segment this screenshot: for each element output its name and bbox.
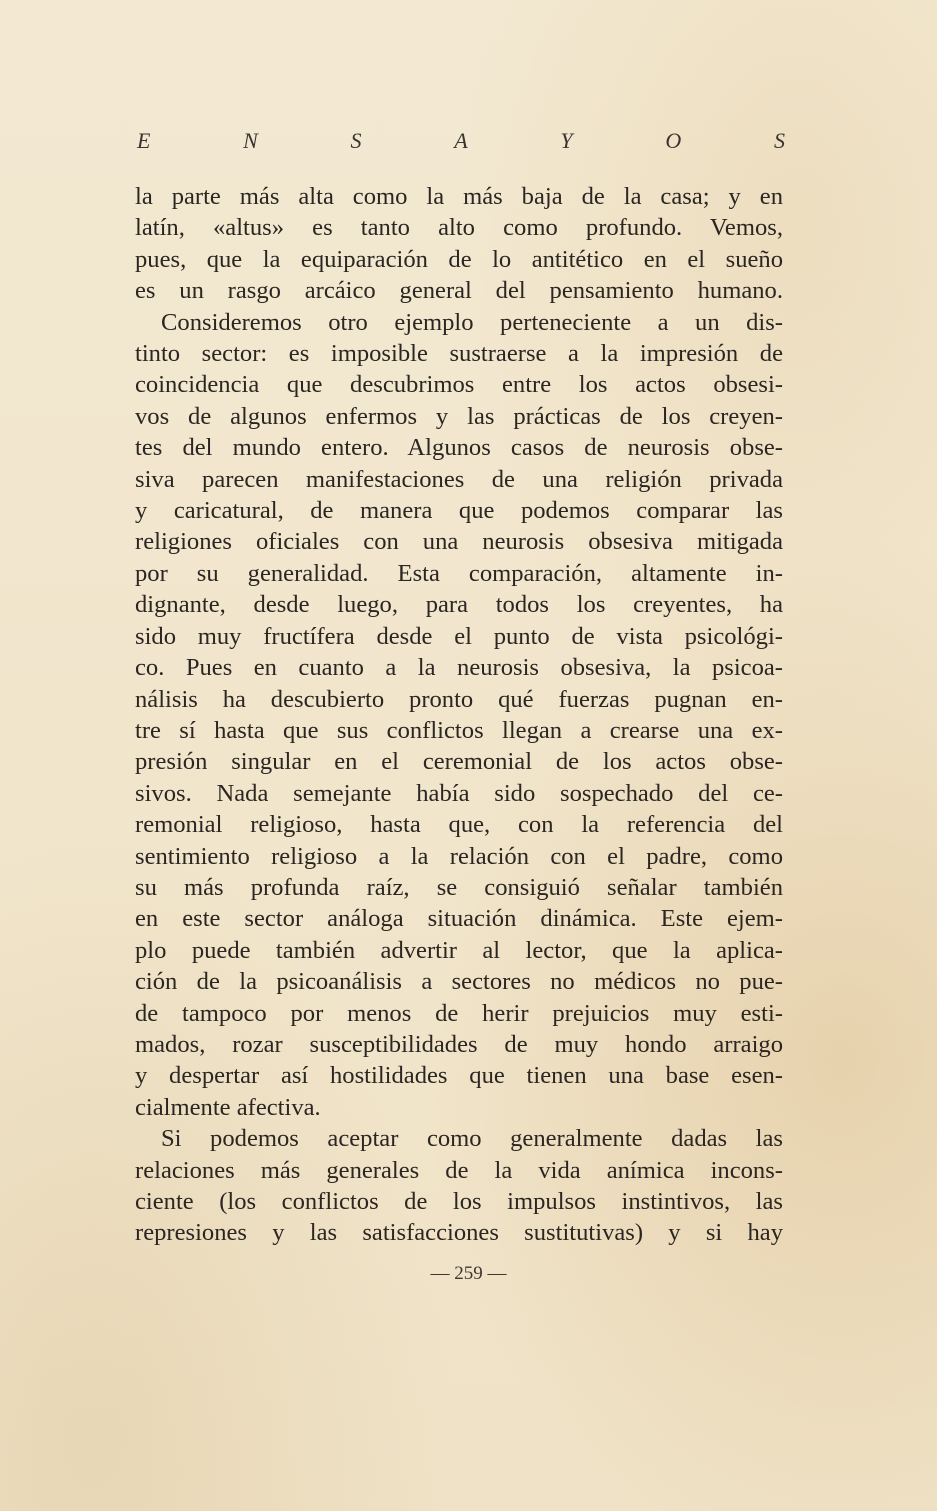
text-line: presión singular en el ceremonial de los actos obse- [135,748,783,776]
header-letter: S [773,128,785,153]
text-line: mados, rozar susceptibilidades de muy hondo arraigo [135,1030,783,1058]
text-line: latín, «altus» es tanto alto como profundo. Vemos, [135,214,783,242]
text-line: la parte más alta como la más baja de la casa; y en [135,183,783,210]
text-line: sido muy fructífera desde el punto de vista psicológi- [135,622,783,650]
text-line: cialmente afectiva. [135,1093,321,1121]
text-line: relaciones más generales de la vida anímica incons- [135,1156,783,1184]
text-line: ciente (los conflictos de los impulsos instintivos, las [135,1188,783,1215]
text-line: dignante, desde luego, para todos los creyentes, ha [135,591,783,619]
text-line: Si podemos aceptar como generalmente dadas las [161,1125,783,1153]
text-line: tinto sector: es imposible sustraerse a la impresión de [135,340,783,368]
text-line: de tampoco por menos de herir prejuicios muy esti- [135,999,783,1027]
paragraph-2 [135,307,783,1124]
text-line: religiones oficiales con una neurosis obsesiva mitigada [135,528,783,556]
text-line: ción de la psicoanálisis a sectores no médicos no pue- [135,968,783,996]
text-line: coincidencia que descubrimos entre los actos obsesi- [135,371,783,399]
text-line: en este sector análoga situación dinámica. Este ejem- [135,905,783,933]
text-line: remonial religioso, hasta que, con la referencia del [135,811,783,839]
text-line: Consideremos otro ejemplo perteneciente a un dis- [161,308,783,336]
text-line: tes del mundo entero. Algunos casos de neurosis obse- [135,434,783,462]
text-line: y despertar así hostilidades que tienen una base esen- [135,1062,783,1090]
text-line: plo puede también advertir al lector, que la aplica- [135,936,783,964]
header-letter: O [665,128,682,153]
text-line: tre sí hasta que sus conflictos llegan a crearse una ex- [135,716,783,744]
text-line: co. Pues en cuanto a la neurosis obsesiva, la psicoa- [135,654,783,682]
body-text [135,181,783,1249]
page-number: — 259 — [430,1263,507,1284]
running-header [137,128,785,154]
paragraph-3 [135,1123,783,1249]
text-line: nálisis ha descubierto pronto qué fuerzas pugnan en- [135,685,783,713]
header-letter: N [243,128,258,153]
text-line: sentimiento religioso a la relación con el padre, como [135,842,783,870]
text-line: pues, que la equiparación de lo antitético en el sueño [135,245,783,273]
text-line: es un rasgo arcáico general del pensamiento humano. [135,277,783,305]
text-line: por su generalidad. Esta comparación, altamente in- [135,559,783,587]
header-letter: S [350,128,362,153]
text-line: vos de algunos enfermos y las prácticas de los creyen- [135,402,783,430]
text-line: y caricatural, de manera que podemos comparar las [135,497,783,525]
text-line: sivos. Nada semejante había sido sospechado del ce- [135,779,783,807]
header-letter: Y [560,128,573,153]
text-line: su más profunda raíz, se consiguió señalar también [135,873,783,901]
paragraph-1 [135,181,783,307]
header-letter: E [137,128,151,153]
text-line: siva parecen manifestaciones de una religión privada [135,465,783,493]
text-line: represiones y las satisfacciones sustitutivas) y si hay [135,1219,783,1247]
header-letter: A [454,128,468,153]
